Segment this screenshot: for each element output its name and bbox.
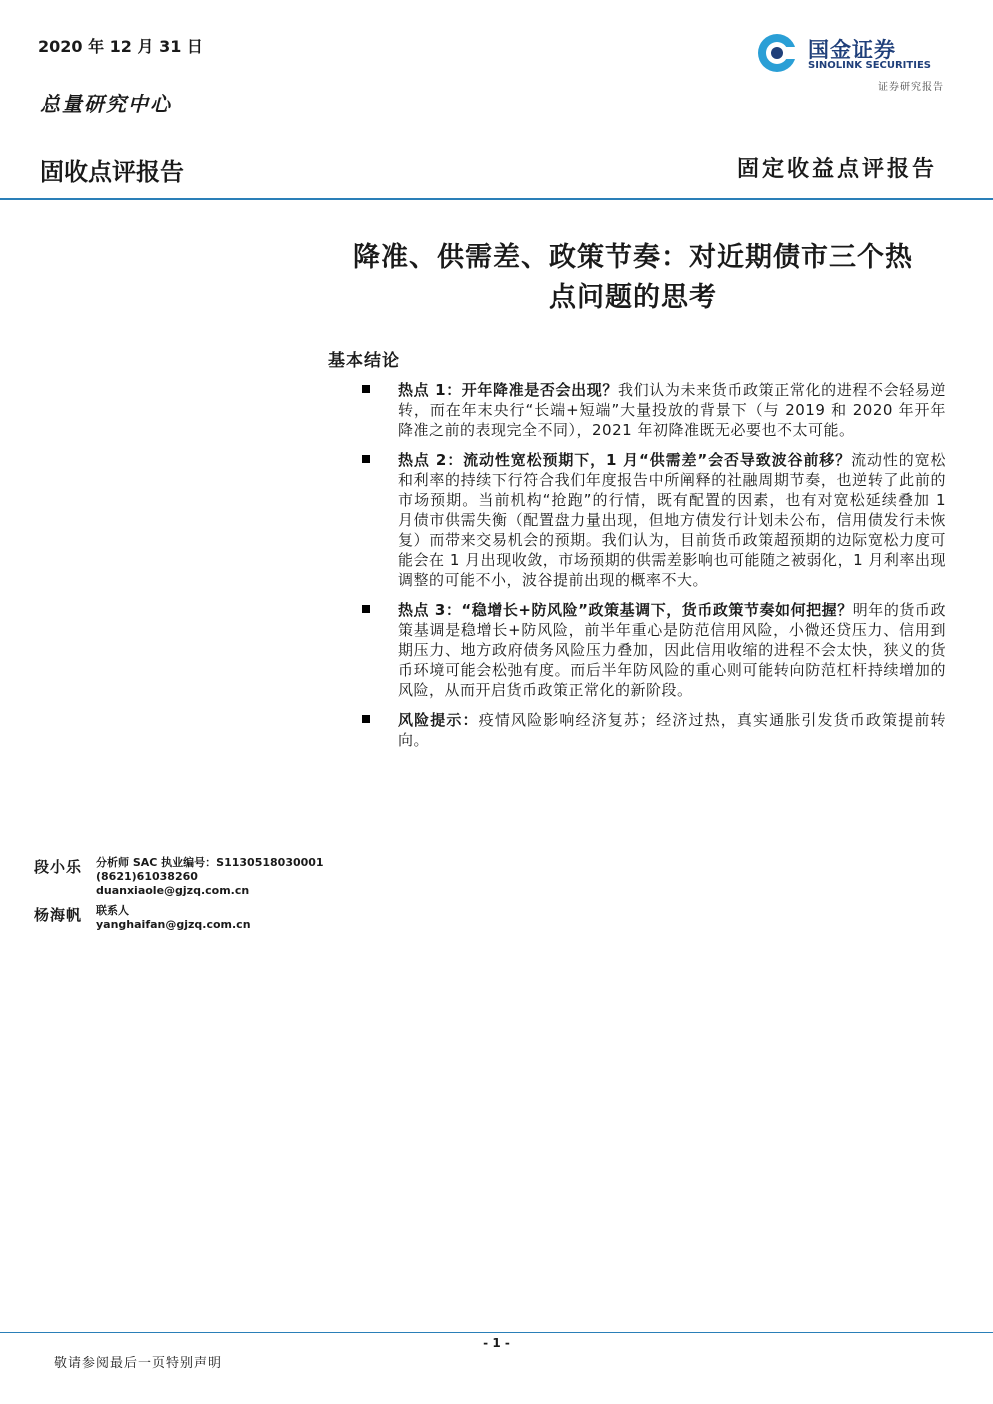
list-item xyxy=(356,600,946,700)
bullet-text: 我们认为未来货币政策正常化的进程不会轻易逆转，而在年末央行“长端+短端”大量投放的背景下（与 2019 和 2020 年开年降准之前的表现完全不同），2021 年初降准既无必要也不太可能。 xyxy=(398,381,946,439)
square-bullet-icon xyxy=(362,715,370,723)
analyst-credential: 分析师 SAC 执业编号：S1130518030001 xyxy=(96,856,324,869)
analyst-role: 联系人 xyxy=(96,904,129,917)
footer-divider xyxy=(0,1332,993,1333)
analyst-email: duanxiaole@gjzq.com.cn xyxy=(96,884,250,897)
list-item xyxy=(356,450,946,590)
title-line-1: 降准、供需差、政策节奏：对近期债市三个热 xyxy=(353,242,913,273)
bullet-text: 流动性的宽松和利率的持续下行符合我们年度报告中所阐释的社融周期节奏，也逆转了此前的市场预期。当前机构“抢跑”的行情，既有配置的因素，也有对宽松延续叠加 1 月债市供需失衡（配置盘力量出现，但地方债发行计划未公布，信用债发行未恢复）而带来交易机会的预期。我们认为，目前货币政策超预期的边际宽松力度可能会在 1 月出现收敛，市场预期的供需差影响也可能随之被弱化，1 月利率出现调整的可能不小，波谷提前出现的概率不大。 xyxy=(398,451,946,589)
logo-subtitle: 证券研究报告 xyxy=(878,82,944,93)
header-divider xyxy=(0,198,993,200)
report-date: 2020 年 12 月 31 日 xyxy=(38,37,203,56)
report-type: 固收点评报告 xyxy=(40,158,184,186)
conclusion-list xyxy=(356,380,946,760)
analyst-name: 杨海帆 xyxy=(34,906,83,924)
title-line-2: 点问题的思考 xyxy=(549,282,717,313)
bullet-lead: 热点 1：开年降准是否会出现？ xyxy=(398,381,619,399)
analyst-phone: (8621)61038260 xyxy=(96,870,198,883)
list-item xyxy=(356,380,946,440)
report-type-right: 固定收益点评报告 xyxy=(736,156,937,182)
logo-name-en: SINOLINK SECURITIES xyxy=(808,60,931,71)
bullet-lead: 热点 3：“稳增长+防风险”政策基调下，货币政策节奏如何把握？ xyxy=(398,601,853,619)
analyst-card xyxy=(34,856,324,898)
square-bullet-icon xyxy=(362,605,370,613)
research-center: 总量研究中心 xyxy=(40,92,172,116)
report-title xyxy=(320,238,946,318)
analyst-email: yanghaifan@gjzq.com.cn xyxy=(96,918,251,931)
section-heading: 基本结论 xyxy=(328,351,400,371)
company-logo xyxy=(756,30,946,92)
bullet-lead: 热点 2：流动性宽松预期下，1 月“供需差”会否导致波谷前移？ xyxy=(398,451,852,469)
list-item xyxy=(356,710,946,750)
analyst-panel xyxy=(34,856,324,938)
square-bullet-icon xyxy=(362,455,370,463)
page-number: - 1 - xyxy=(483,1336,510,1350)
bullet-text: 疫情风险影响经济复苏；经济过热，真实通胀引发货币政策提前转向。 xyxy=(398,711,946,749)
logo-name-cn: 国金证券 xyxy=(808,38,896,62)
sinolink-logo-icon xyxy=(756,32,798,74)
disclaimer: 敬请参阅最后一页特别声明 xyxy=(54,1356,223,1371)
analyst-card xyxy=(34,904,324,932)
analyst-name: 段小乐 xyxy=(34,858,83,876)
bullet-lead: 风险提示： xyxy=(398,711,479,729)
bullet-text: 明年的货币政策基调是稳增长+防风险，前半年重心是防范信用风险，小微还贷压力、信用到期压力、地方政府债务风险压力叠加，因此信用收缩的进程不会太快，狭义的货币环境可能会松弛有度。而后半年防风险的重心则可能转向防范杠杆持续增加的风险，从而开启货币政策正常化的新阶段。 xyxy=(398,601,946,699)
square-bullet-icon xyxy=(362,385,370,393)
